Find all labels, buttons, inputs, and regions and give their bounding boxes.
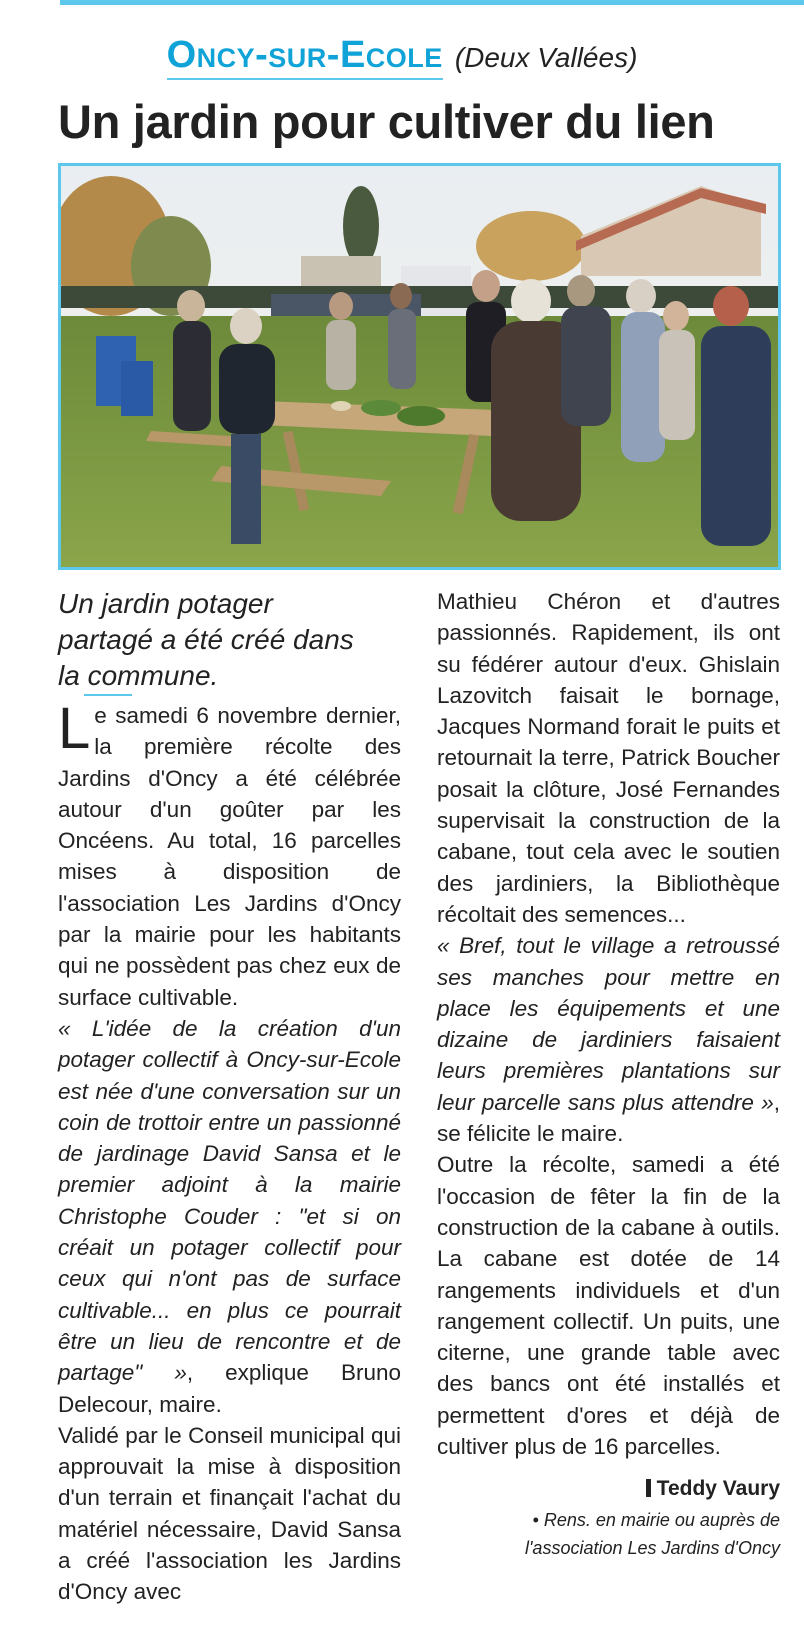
paragraph-3-continued: Mathieu Chéron et d'autres passionnés. Rapidement, ils ont su fédérer autour d'eux. Ghislain Lazovitch faisait le bornage, Jacques Normand forait le puits et retournait la terre, Patrick Boucher posait la clôture, José Fernandes supervisait la construction de la cabane, tout cela avec le soutien des jardiniers, la Bibliothèque récoltait des semences...: [437, 589, 780, 927]
author-name: Teddy Vaury: [656, 1477, 780, 1501]
headline: Un jardin pour cultiver du lien: [58, 95, 715, 148]
drop-cap: L: [58, 696, 91, 761]
info-note: • Rens. en mairie ou auprès de l'association Les Jardins d'Oncy: [525, 1510, 780, 1559]
photo-gardeners-table-icon: [61, 166, 778, 567]
article-photo: [58, 163, 781, 570]
quote-1: « L'idée de la création d'un potager collectif à Oncy-sur-Ecole est née d'une conversation sur un coin de trottoir entre un passionné de jardinage David Sansa et le premier adjoint à la mairie Christophe Couder : "et si on créait un potager collectif pour ceux qui n'ont pas de surface cultivable... en plus ce pourrait être un lieu de rencontre et de partage" »: [58, 1015, 401, 1386]
quote-1-attribution: , explique Bruno Delecour, maire.: [58, 1360, 401, 1417]
column-right: [437, 586, 780, 1562]
quote-2: « Bref, tout le village a retroussé ses manches pour mettre en place les équipements et une dizaine de jardiniers faisaient leurs premières plantations sur leur parcelle sans plus attendre »: [437, 933, 780, 1115]
lede-rule: [84, 694, 132, 696]
paragraph-5: Outre la récolte, samedi a été l'occasion de fêter la fin de la construction de la cabane à outils. La cabane est dotée de 14 rangements individuels et d'un rangement collectif. Un puits, une citerne, une grande table avec des bancs ont été installés et permettent d'ores et déjà de cultiver plus de 16 parcelles.: [437, 1152, 780, 1460]
paragraph-3: Validé par le Conseil municipal qui approuvait la mise à disposition d'un terrain et finançait l'achat du matériel nécessaire, David Sansa a créé l'association les Jardins d'Oncy avec: [58, 1422, 401, 1605]
lede: Un jardin potager partagé a été créé dans la commune.: [58, 588, 354, 691]
quote-2-attribution: , se félicite le maire.: [437, 1089, 780, 1147]
paragraph-1: [58, 696, 401, 1013]
place-name: Oncy-sur-Ecole: [167, 32, 443, 80]
paragraph-1-text: e samedi 6 novembre dernier, la première récolte des Jardins d'Oncy a été célébrée autour d'un goûter par les Oncéens. Au total, 16 parcelles mises à disposition de l'association Les Jardins d'Oncy par la mairie pour les habitants qui ne possèdent pas chez eux de surface cultivable.: [58, 703, 401, 1010]
area-name: (Deux Vallées): [454, 42, 638, 73]
byline-bar: [646, 1479, 651, 1497]
byline: [437, 1474, 780, 1504]
paragraph-2: [58, 1013, 401, 1420]
paragraph-4: [437, 930, 780, 1149]
column-left: [58, 586, 401, 1608]
kicker: [0, 32, 804, 81]
top-accent-rule: [60, 0, 804, 5]
